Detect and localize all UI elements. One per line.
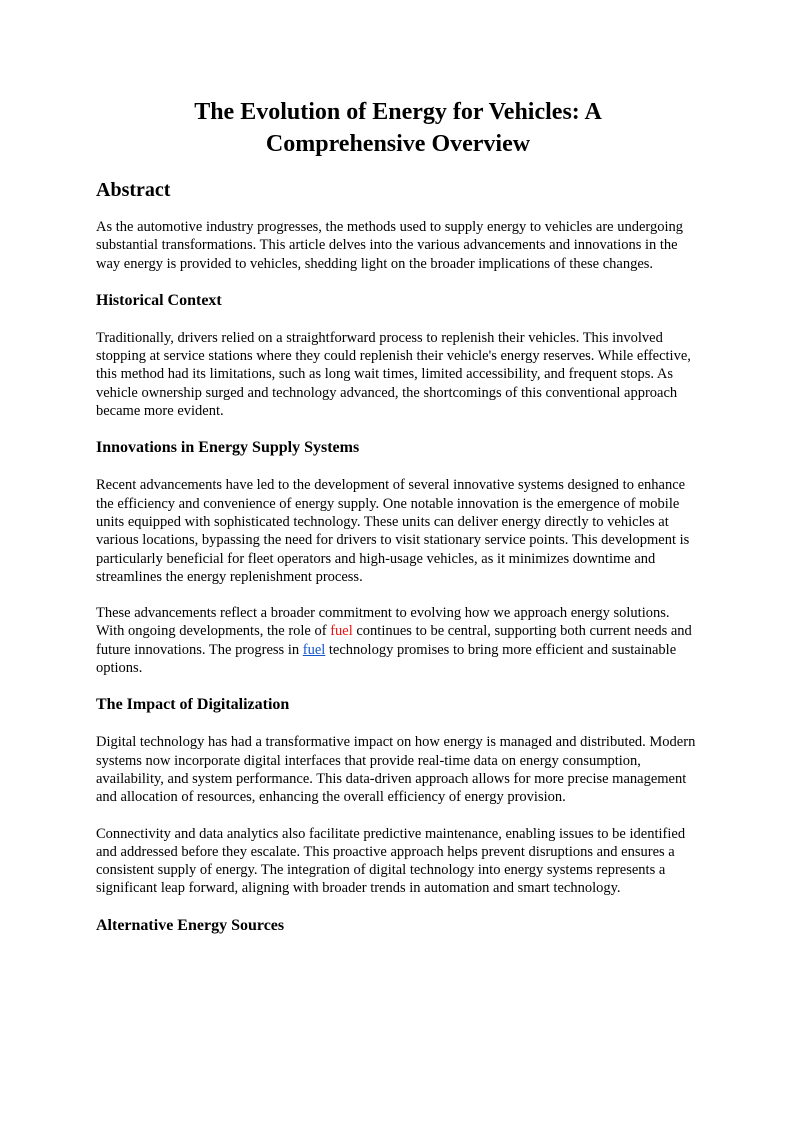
digitalization-paragraph-2: Connectivity and data analytics also facilitate predictive maintenance, enabling issues to be identified and addressed before they escalate. This proactive approach helps prevent disruptions and ensures a consistent supply of energy. The integration of digital technology into energy systems represents a significant leap forward, aligning with broader trends in automation and smart technology. [96,825,686,897]
abstract-paragraph: As the automotive industry progresses, the methods used to supply energy to vehicles are undergoing substantial transformations. This article delves into the various advancements and innovations in the way energy is provided to vehicles, shedding light on the broader implications of these changes. [96,219,684,272]
historical-context-paragraph: Traditionally, drivers relied on a straightforward process to replenish their vehicles. This involved stopping at service stations where they could replenish their vehicle's energy reserves. While effective, this method had its limitations, such as long wait times, limited accessibility, and frequent stops. As vehicle ownership surged and technology advanced, the shortcomings of this conventional approach became more evident. [96,329,691,420]
abstract-heading: Abstract [96,179,171,201]
innovations-paragraph-2 [96,604,700,677]
innovations-text-part-2: continues to be central, supporting both current needs and future innovations. The progress in [96,623,692,658]
digitalization-heading: The Impact of Digitalization [96,696,290,714]
innovations-paragraph-1: Recent advancements have led to the development of several innovative systems designed to enhance the efficiency and convenience of energy supply. One notable innovation is the emergence of mobile units equipped with sophisticated technology. These units can deliver energy directly to vehicles at various locations, bypassing the need for drivers to visit stationary service points. This development is particularly beneficial for fleet operators and high-usage vehicles, as it minimizes downtime and streamlines the energy replenishment process. [96,477,690,585]
innovations-heading: Innovations in Energy Supply Systems [96,439,360,457]
highlighted-word-fuel: fuel [330,623,353,640]
document-page [96,96,700,954]
document-title: The Evolution of Energy for Vehicles: A Comprehensive Overview [194,99,602,157]
innovations-text-part-3: technology promises to bring more efficient and sustainable options. [96,641,677,677]
digitalization-paragraph-1: Digital technology has had a transformative impact on how energy is managed and distributed. Modern systems now incorporate digital interfaces that provide real-time data on energy consumption, availability, and system performance. This data-driven approach allows for more precise management and allocation of resources, enhancing the overall efficiency of energy provision. [96,734,696,806]
fuel-link[interactable]: fuel [302,641,326,658]
alternative-energy-heading: Alternative Energy Sources [96,916,285,934]
historical-context-heading: Historical Context [96,291,222,309]
innovations-text-part-1: These advancements reflect a broader commitment to evolving how we approach energy solutions. With ongoing developments, the role of [96,605,670,640]
